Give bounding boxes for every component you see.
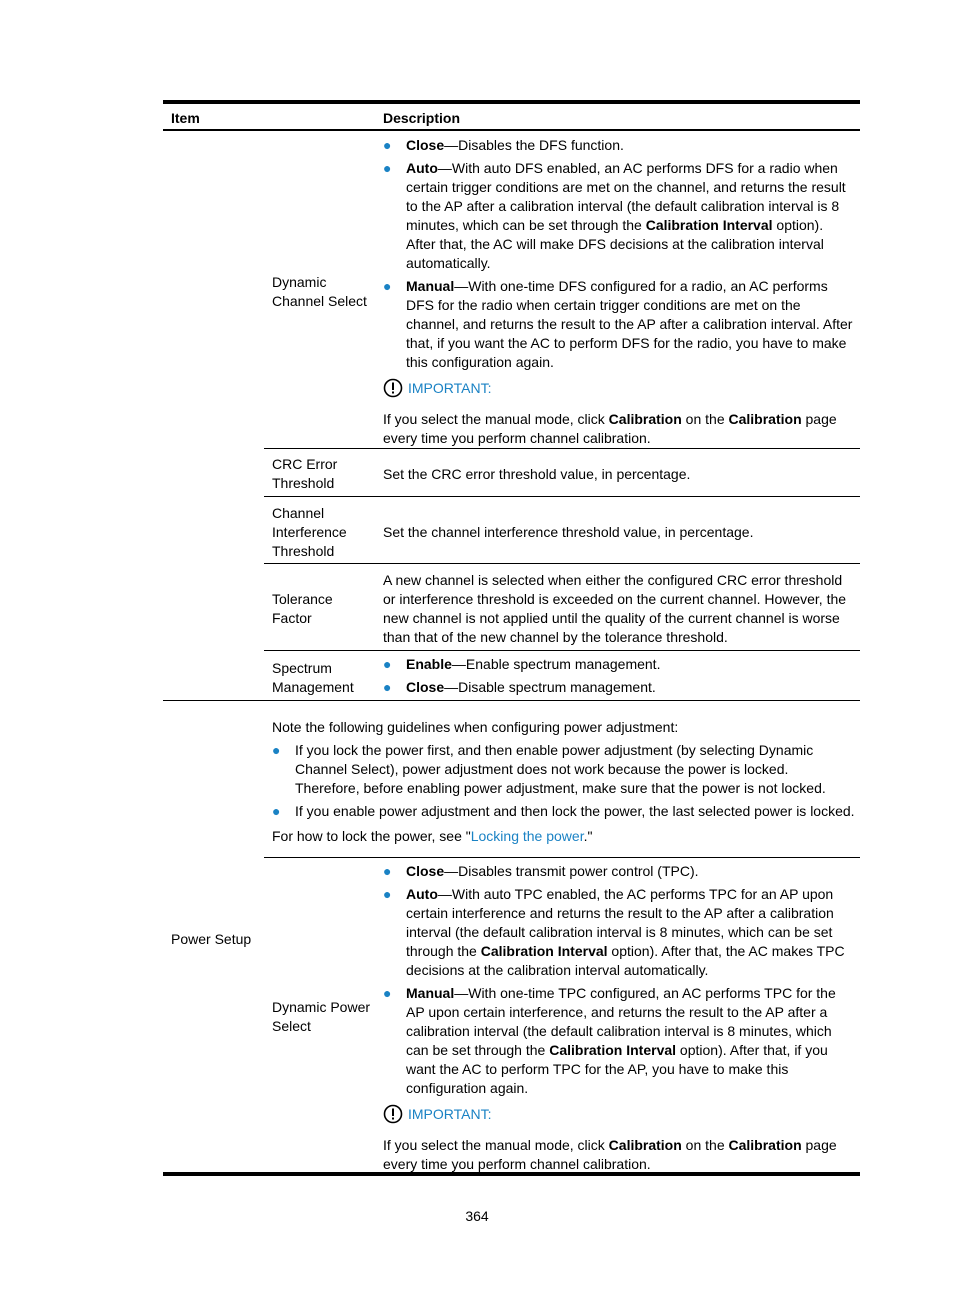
row-divider [264,448,860,449]
important-label: IMPORTANT: [408,379,492,396]
page-number: 364 [465,1208,489,1224]
tolerance-description: A new channel is selected when either the configured CRC error threshold or interference threshold is exceeded on the current channel. However, the new channel is not applied until the quality of the current channel is worse than that of the new channel by the tolerance threshold. [383,572,847,645]
list-item: ● Enable—Enable spectrum management. [383,656,661,672]
lock-power-reference: For how to lock the power, see "Locking the power." [272,828,593,844]
bullet-icon: ● [383,863,392,879]
important-label: IMPORTANT: [408,1105,492,1122]
column-header-description: Description [383,110,461,126]
important-note: If you select the manual mode, click Calibration on the Calibration page every time you perform channel calibration. [383,1137,837,1172]
list-item: ● Manual—With one-time TPC configured, an AC performs TPC for the AP upon certain interference, and returns the result to the AP after a calibration interval (the default calibration interval is 8 minutes, which can be set through the Calibration Interval option). After that, if you want the AC to perform TPC for the AP, you have to make this configuration again. [383,985,836,1096]
list-item: ● Auto—With auto DFS enabled, an AC performs DFS for a radio when certain trigger conditions are met on the channel, and returns the result to the AP after a calibration interval (the default calibration interval is 8 minutes, which can be set through the Calibration Interval option). After that, the AC will make DFS decisions at the calibration interval automatically. [383,160,846,271]
power-setup-label: Power Setup [171,931,252,947]
bullet-icon: ● [383,985,392,1001]
spectrum-description [383,655,855,697]
list-item: ● Close—Disables transmit power control (TPC). [383,863,699,879]
cit-description: Set the channel interference threshold value, in percentage. [383,524,754,540]
bullet-icon: ● [383,137,392,153]
tpc-description [383,862,855,1098]
crc-description: Set the CRC error threshold value, in percentage. [383,466,691,482]
important-callout [383,1104,492,1124]
bullet-icon: ● [383,886,392,902]
spectrum-label: Spectrum Management [272,660,354,695]
dfs-label: Dynamic Channel Select [272,274,367,309]
important-note: If you select the manual mode, click Calibration on the Calibration page every time you perform channel calibration. [383,411,837,446]
guidelines-intro: Note the following guidelines when configuring power adjustment: [272,719,679,735]
tpc-label: Dynamic Power Select [272,999,371,1034]
row-divider [163,700,860,701]
column-header-item: Item [171,110,200,126]
bullet-icon: ● [272,742,281,758]
row-divider [264,563,860,564]
bullet-icon: ● [272,803,281,819]
bullet-icon: ● [383,679,392,695]
tolerance-label: Tolerance Factor [272,591,333,626]
row-divider [264,857,860,858]
crc-label: CRC Error Threshold [272,456,338,491]
dfs-description [383,136,855,372]
table-header-rule [163,129,860,131]
bullet-icon: ● [383,160,392,176]
list-item: ● Close—Disables the DFS function. [383,137,624,153]
important-icon [383,1104,403,1124]
list-item: ● Auto—With auto TPC enabled, the AC performs TPC for an AP upon certain interference and returns the result to the AP after a calibration interval (the default calibration interval is 8 minutes, which can be set through the Calibration Interval option). After that, the AC makes TPC decisions at the calibration interval automatically. [383,886,845,978]
bullet-icon: ● [383,656,392,672]
cit-label: Channel Interference Threshold [272,505,347,559]
table-top-rule [163,100,860,104]
list-item: ● Manual—With one-time DFS configured for a radio, an AC performs DFS for the radio when certain trigger conditions are met on the channel, and returns the result to the AP after a calibration interval. After that, if you want the AC to perform DFS for the radio, you have to make this configuration again. [383,278,853,370]
row-divider [264,496,860,497]
list-item: ● If you enable power adjustment and then lock the power, the last selected power is locked. [272,803,855,819]
locking-the-power-link[interactable]: Locking the power [470,828,584,844]
power-guidelines [272,718,856,846]
important-callout [383,378,492,398]
list-item: ● Close—Disable spectrum management. [383,679,656,695]
important-icon [383,378,403,398]
list-item: ● If you lock the power first, and then enable power adjustment (by selecting Dynamic Channel Select), power adjustment does not work because the power is locked. Therefore, before enabling power adjustment, make sure that the power is not locked. [272,742,826,796]
bullet-icon: ● [383,278,392,294]
row-divider [264,650,860,651]
